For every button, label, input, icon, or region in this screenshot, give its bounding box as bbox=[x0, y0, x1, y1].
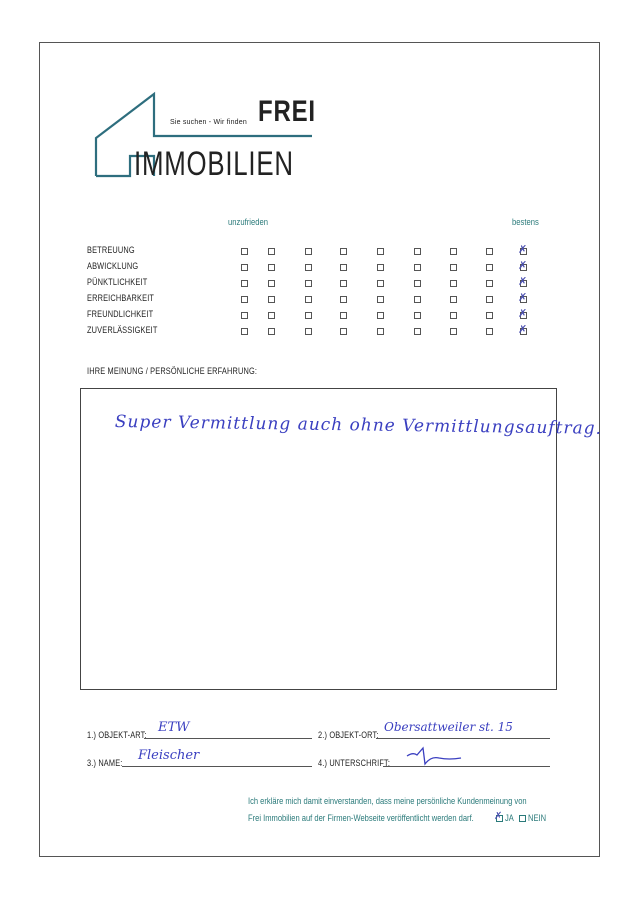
criterion-label: ERREICHBARKEIT bbox=[87, 293, 155, 303]
criterion-label: ZUVERLÄSSIGKEIT bbox=[87, 325, 158, 335]
logo-brand-frei: FREI bbox=[258, 95, 316, 128]
rating-checkbox[interactable] bbox=[486, 248, 493, 255]
rating-checkbox[interactable] bbox=[450, 296, 457, 303]
name-label: 3.) NAME: bbox=[87, 758, 123, 768]
rating-checkbox[interactable] bbox=[241, 328, 248, 335]
check-mark-icon: ✗ bbox=[518, 291, 528, 304]
rating-checkbox[interactable] bbox=[377, 312, 384, 319]
check-mark-icon: ✗ bbox=[518, 259, 528, 272]
rating-checkbox[interactable] bbox=[450, 328, 457, 335]
rating-checkbox[interactable] bbox=[377, 296, 384, 303]
opinion-text: Super Vermittlung auch ohne Vermittlungsauftrag. bbox=[114, 412, 603, 439]
rating-checkbox[interactable] bbox=[414, 248, 421, 255]
rating-checkbox[interactable] bbox=[268, 264, 275, 271]
rating-checkbox[interactable] bbox=[340, 296, 347, 303]
rating-checkbox[interactable] bbox=[414, 264, 421, 271]
rating-checkbox[interactable] bbox=[241, 280, 248, 287]
rating-checkbox[interactable] bbox=[450, 312, 457, 319]
rating-checkbox[interactable] bbox=[486, 296, 493, 303]
rating-checkbox[interactable] bbox=[241, 312, 248, 319]
scale-label-high: bestens bbox=[512, 217, 539, 227]
rating-checkbox[interactable] bbox=[340, 280, 347, 287]
rating-checkbox[interactable] bbox=[305, 328, 312, 335]
rating-checkbox[interactable] bbox=[305, 296, 312, 303]
rating-checkbox[interactable] bbox=[377, 280, 384, 287]
rating-checkbox[interactable] bbox=[414, 328, 421, 335]
check-mark-icon: ✗ bbox=[518, 275, 528, 288]
consent-no-checkbox[interactable] bbox=[519, 815, 526, 822]
rating-checkbox[interactable] bbox=[414, 280, 421, 287]
name-line bbox=[122, 766, 312, 767]
rating-checkbox[interactable] bbox=[377, 328, 384, 335]
rating-checkbox[interactable] bbox=[340, 264, 347, 271]
scale-label-low: unzufrieden bbox=[228, 217, 268, 227]
rating-checkbox[interactable] bbox=[268, 328, 275, 335]
consent-line-2: Frei Immobilien auf der Firmen-Webseite veröffentlicht werden darf. bbox=[248, 813, 474, 823]
check-mark-icon: ✗ bbox=[518, 307, 528, 320]
objekt-ort-field[interactable]: Obersattweiler st. 15 bbox=[384, 720, 513, 734]
rating-checkbox[interactable] bbox=[377, 264, 384, 271]
rating-checkbox[interactable] bbox=[268, 312, 275, 319]
rating-checkbox[interactable] bbox=[450, 280, 457, 287]
objekt-art-line bbox=[144, 738, 312, 739]
rating-checkbox[interactable] bbox=[305, 248, 312, 255]
rating-checkbox[interactable] bbox=[241, 248, 248, 255]
consent-yes-label: JA bbox=[505, 813, 514, 823]
unterschrift-label: 4.) UNTERSCHRIFT: bbox=[318, 758, 391, 768]
rating-checkbox[interactable] bbox=[268, 296, 275, 303]
rating-checkbox[interactable] bbox=[486, 264, 493, 271]
criterion-label: BETREUUNG bbox=[87, 245, 135, 255]
consent-no-label: NEIN bbox=[528, 813, 547, 823]
check-mark-icon: ✗ bbox=[518, 243, 528, 256]
rating-checkbox[interactable] bbox=[268, 248, 275, 255]
rating-checkbox[interactable] bbox=[486, 280, 493, 287]
rating-checkbox[interactable] bbox=[340, 248, 347, 255]
rating-checkbox[interactable] bbox=[340, 328, 347, 335]
rating-checkbox[interactable] bbox=[340, 312, 347, 319]
objekt-ort-line bbox=[376, 738, 550, 739]
signature-field[interactable] bbox=[405, 746, 465, 768]
rating-checkbox[interactable] bbox=[241, 264, 248, 271]
rating-checkbox[interactable] bbox=[414, 312, 421, 319]
rating-checkbox[interactable] bbox=[377, 248, 384, 255]
objekt-ort-label: 2.) OBJEKT-ORT: bbox=[318, 730, 379, 740]
consent-yes-check-mark-icon: ✗ bbox=[494, 811, 503, 822]
rating-checkbox[interactable] bbox=[268, 280, 275, 287]
objekt-art-label: 1.) OBJEKT-ART: bbox=[87, 730, 147, 740]
rating-checkbox[interactable] bbox=[305, 264, 312, 271]
rating-checkbox[interactable] bbox=[241, 296, 248, 303]
rating-checkbox[interactable] bbox=[414, 296, 421, 303]
criterion-label: PÜNKTLICHKEIT bbox=[87, 277, 148, 287]
objekt-art-field[interactable]: ETW bbox=[158, 720, 190, 735]
rating-checkbox[interactable] bbox=[450, 248, 457, 255]
rating-checkbox[interactable] bbox=[305, 280, 312, 287]
rating-checkbox[interactable] bbox=[486, 328, 493, 335]
rating-checkbox[interactable] bbox=[450, 264, 457, 271]
logo-brand-immobilien: IMMOBILIEN bbox=[134, 145, 294, 183]
check-mark-icon: ✗ bbox=[518, 323, 528, 336]
name-field[interactable]: Fleischer bbox=[138, 748, 200, 763]
rating-checkbox[interactable] bbox=[305, 312, 312, 319]
consent-line-1: Ich erkläre mich damit einverstanden, dass meine persönliche Kundenmeinung von bbox=[248, 796, 527, 806]
rating-checkbox[interactable] bbox=[486, 312, 493, 319]
criterion-label: FREUNDLICHKEIT bbox=[87, 309, 154, 319]
logo-tagline: Sie suchen - Wir finden bbox=[170, 119, 247, 126]
criterion-label: ABWICKLUNG bbox=[87, 261, 139, 271]
opinion-title: IHRE MEINUNG / PERSÖNLICHE ERFAHRUNG: bbox=[87, 366, 258, 376]
